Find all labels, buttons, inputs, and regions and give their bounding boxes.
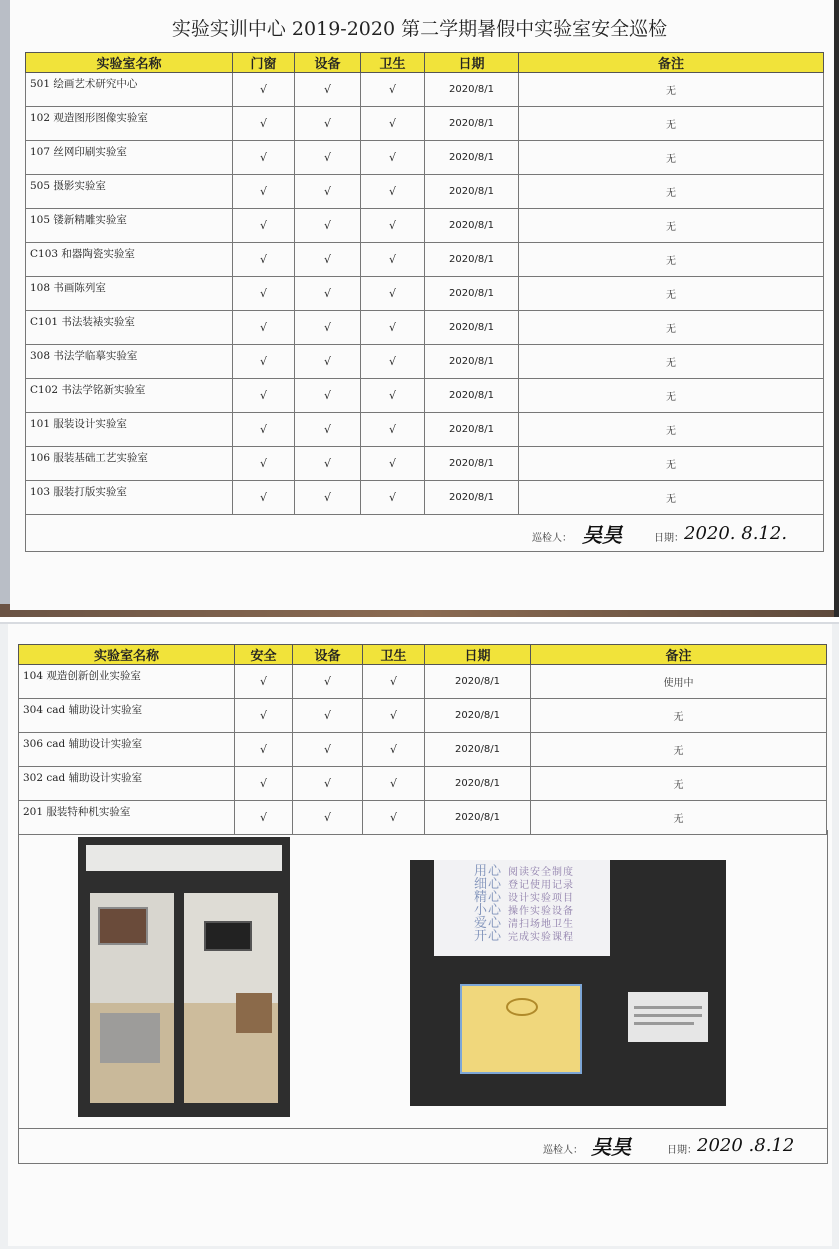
check-cell: √ [293, 733, 363, 767]
date-cell: 2020/8/1 [425, 379, 519, 413]
lab-name-cell: 105 镂新精雕实验室 [26, 209, 233, 243]
date-cell: 2020/8/1 [425, 801, 531, 835]
remarks-cell: 无 [519, 481, 824, 515]
notice-sign [460, 984, 582, 1074]
check-cell: √ [295, 277, 361, 311]
table-row [26, 481, 824, 515]
check-cell: √ [363, 767, 425, 801]
check-cell: √ [295, 447, 361, 481]
lab-name-cell: 304 cad 辅助设计实验室 [19, 699, 235, 733]
header-date: 日期 [425, 645, 531, 665]
lab-name-cell: 306 cad 辅助设计实验室 [19, 733, 235, 767]
photo-left-edge [0, 0, 10, 617]
poster-line-text: 登记使用记录 [508, 880, 575, 891]
poster-line-text: 阅读安全制度 [508, 867, 575, 878]
sheet-title: 实验实训中心 2019-2020 第二学期暑假中实验室安全巡检 [171, 18, 668, 40]
check-cell: √ [361, 73, 425, 107]
check-cell: √ [233, 447, 295, 481]
lab-name-cell: 201 服装特种机实验室 [19, 801, 235, 835]
lab-name-cell: 302 cad 辅助设计实验室 [19, 767, 235, 801]
remarks-cell: 无 [531, 801, 827, 835]
table-row [26, 277, 824, 311]
sign-date: 2020. 8.12. [684, 523, 788, 544]
remarks-cell: 无 [531, 699, 827, 733]
poster-line-key: 开心 [474, 929, 503, 944]
check-cell: √ [361, 447, 425, 481]
table-header-row [26, 53, 824, 73]
date-cell: 2020/8/1 [425, 209, 519, 243]
table-row [26, 141, 824, 175]
inspection-sheet-photo-2 [0, 622, 839, 1249]
ceiling [86, 845, 282, 871]
check-cell: √ [361, 345, 425, 379]
date-cell: 2020/8/1 [425, 73, 519, 107]
check-cell: √ [363, 699, 425, 733]
inspection-table-2 [18, 644, 827, 835]
check-cell: √ [295, 73, 361, 107]
poster-line-text: 清扫场地卫生 [508, 919, 575, 930]
check-cell: √ [235, 699, 293, 733]
remarks-cell: 无 [519, 73, 824, 107]
remarks-cell: 使用中 [531, 665, 827, 699]
date-cell: 2020/8/1 [425, 243, 519, 277]
check-cell: √ [361, 141, 425, 175]
check-cell: √ [295, 413, 361, 447]
inspector-label: 巡检人： [543, 1145, 583, 1156]
check-cell: √ [295, 243, 361, 277]
check-cell: √ [293, 801, 363, 835]
inspection-table [25, 52, 824, 552]
door-glass-right [184, 893, 278, 1103]
inspector-label: 巡检人： [532, 533, 572, 544]
date-cell: 2020/8/1 [425, 175, 519, 209]
photo-right-edge [834, 0, 839, 617]
date-cell: 2020/8/1 [425, 345, 519, 379]
check-cell: √ [233, 345, 295, 379]
header-lab-name: 实验室名称 [19, 645, 235, 665]
check-cell: √ [293, 665, 363, 699]
poster-line-key: 爱心 [474, 916, 503, 931]
check-cell: √ [361, 413, 425, 447]
poster-line-key: 细心 [474, 877, 503, 892]
inspector-signature: 吴昊 [591, 1135, 631, 1159]
header-equipment: 设备 [295, 53, 361, 73]
table-row [26, 209, 824, 243]
lab-name-cell: C102 书法学铭新实验室 [26, 379, 233, 413]
check-cell: √ [233, 175, 295, 209]
check-cell: √ [363, 665, 425, 699]
check-cell: √ [295, 311, 361, 345]
check-cell: √ [233, 379, 295, 413]
check-cell: √ [361, 311, 425, 345]
remarks-cell: 无 [519, 277, 824, 311]
remarks-cell: 无 [519, 311, 824, 345]
check-cell: √ [295, 209, 361, 243]
date-cell: 2020/8/1 [425, 665, 531, 699]
check-cell: √ [233, 141, 295, 175]
check-cell: √ [235, 801, 293, 835]
header-remarks: 备注 [531, 645, 827, 665]
table-header-row [19, 645, 827, 665]
poster-line-key: 精心 [474, 890, 503, 905]
lab-name-cell: 102 观造图形图像实验室 [26, 107, 233, 141]
remarks-cell: 无 [519, 175, 824, 209]
check-cell: √ [233, 277, 295, 311]
table-row [26, 175, 824, 209]
safety-poster-photo [410, 860, 726, 1106]
date-cell: 2020/8/1 [425, 481, 519, 515]
table-row [19, 733, 827, 767]
lab-name-cell: 103 服装打版实验室 [26, 481, 233, 515]
check-cell: √ [233, 481, 295, 515]
remarks-cell: 无 [531, 733, 827, 767]
check-cell: √ [233, 243, 295, 277]
remarks-cell: 无 [519, 243, 824, 277]
header-date: 日期 [425, 53, 519, 73]
table-row [26, 447, 824, 481]
header-safety: 安全 [235, 645, 293, 665]
check-cell: √ [233, 209, 295, 243]
poster-line [474, 931, 574, 944]
lab-name-cell: 108 书画陈列室 [26, 277, 233, 311]
date-cell: 2020/8/1 [425, 107, 519, 141]
table-row [19, 767, 827, 801]
date-cell: 2020/8/1 [425, 413, 519, 447]
header-hygiene: 卫生 [363, 645, 425, 665]
poster-line-text: 设计实验项目 [508, 893, 575, 904]
table-row [26, 345, 824, 379]
footer-row [18, 1128, 828, 1164]
remarks-cell: 无 [519, 209, 824, 243]
lab-name-cell: 505 摄影实验室 [26, 175, 233, 209]
check-cell: √ [295, 379, 361, 413]
table-row [26, 379, 824, 413]
table-row [26, 311, 824, 345]
remarks-cell: 无 [519, 447, 824, 481]
remarks-cell: 无 [519, 345, 824, 379]
lab-door-photo [78, 837, 290, 1117]
poster-line-text: 完成实验课程 [508, 932, 575, 943]
check-cell: √ [295, 107, 361, 141]
table-row [26, 413, 824, 447]
check-cell: √ [235, 767, 293, 801]
poster-line-key: 小心 [474, 903, 503, 918]
date-cell: 2020/8/1 [425, 733, 531, 767]
date-cell: 2020/8/1 [425, 141, 519, 175]
remarks-cell: 无 [519, 107, 824, 141]
door-label [628, 992, 708, 1042]
lab-name-cell: 104 观造创新创业实验室 [19, 665, 235, 699]
poster-line-key: 用心 [474, 864, 503, 879]
check-cell: √ [295, 141, 361, 175]
check-cell: √ [233, 107, 295, 141]
header-doors-windows: 门窗 [233, 53, 295, 73]
check-cell: √ [233, 413, 295, 447]
door-glass-left [90, 893, 174, 1103]
date-cell: 2020/8/1 [425, 447, 519, 481]
safety-poster [434, 860, 610, 956]
check-cell: √ [235, 665, 293, 699]
date-cell: 2020/8/1 [425, 699, 531, 733]
sign-date: 2020 .8.12 [697, 1135, 795, 1156]
header-equipment: 设备 [293, 645, 363, 665]
footer-row [26, 515, 824, 552]
lab-name-cell: C103 和器陶瓷实验室 [26, 243, 233, 277]
lab-name-cell: 308 书法学临摹实验室 [26, 345, 233, 379]
check-cell: √ [293, 767, 363, 801]
table-row [19, 699, 827, 733]
lab-name-cell: 101 服装设计实验室 [26, 413, 233, 447]
remarks-cell: 无 [519, 413, 824, 447]
date-cell: 2020/8/1 [425, 311, 519, 345]
check-cell: √ [361, 107, 425, 141]
remarks-cell: 无 [519, 379, 824, 413]
lab-name-cell: C101 书法装裱实验室 [26, 311, 233, 345]
date-label: 日期： [667, 1145, 697, 1156]
check-cell: √ [363, 733, 425, 767]
remarks-cell: 无 [531, 767, 827, 801]
check-cell: √ [361, 277, 425, 311]
date-label: 日期： [654, 533, 684, 544]
table-row [19, 665, 827, 699]
check-cell: √ [361, 379, 425, 413]
lab-name-cell: 107 丝网印刷实验室 [26, 141, 233, 175]
lab-name-cell: 501 绘画艺术研究中心 [26, 73, 233, 107]
remarks-cell: 无 [519, 141, 824, 175]
table-row [26, 107, 824, 141]
header-hygiene: 卫生 [361, 53, 425, 73]
check-cell: √ [295, 345, 361, 379]
check-cell: √ [235, 733, 293, 767]
check-cell: √ [361, 243, 425, 277]
check-cell: √ [363, 801, 425, 835]
check-cell: √ [361, 209, 425, 243]
header-lab-name: 实验室名称 [26, 53, 233, 73]
table-row [26, 73, 824, 107]
check-cell: √ [295, 175, 361, 209]
check-cell: √ [361, 481, 425, 515]
inspector-signature: 吴昊 [582, 523, 622, 547]
check-cell: √ [295, 481, 361, 515]
poster-line-text: 操作实验设备 [508, 906, 575, 917]
header-remarks: 备注 [519, 53, 824, 73]
check-cell: √ [233, 311, 295, 345]
check-cell: √ [293, 699, 363, 733]
lab-name-cell: 106 服装基础工艺实验室 [26, 447, 233, 481]
check-cell: √ [361, 175, 425, 209]
date-cell: 2020/8/1 [425, 277, 519, 311]
check-cell: √ [233, 73, 295, 107]
inspection-sheet-photo-1 [0, 0, 839, 617]
date-cell: 2020/8/1 [425, 767, 531, 801]
table-row [26, 243, 824, 277]
